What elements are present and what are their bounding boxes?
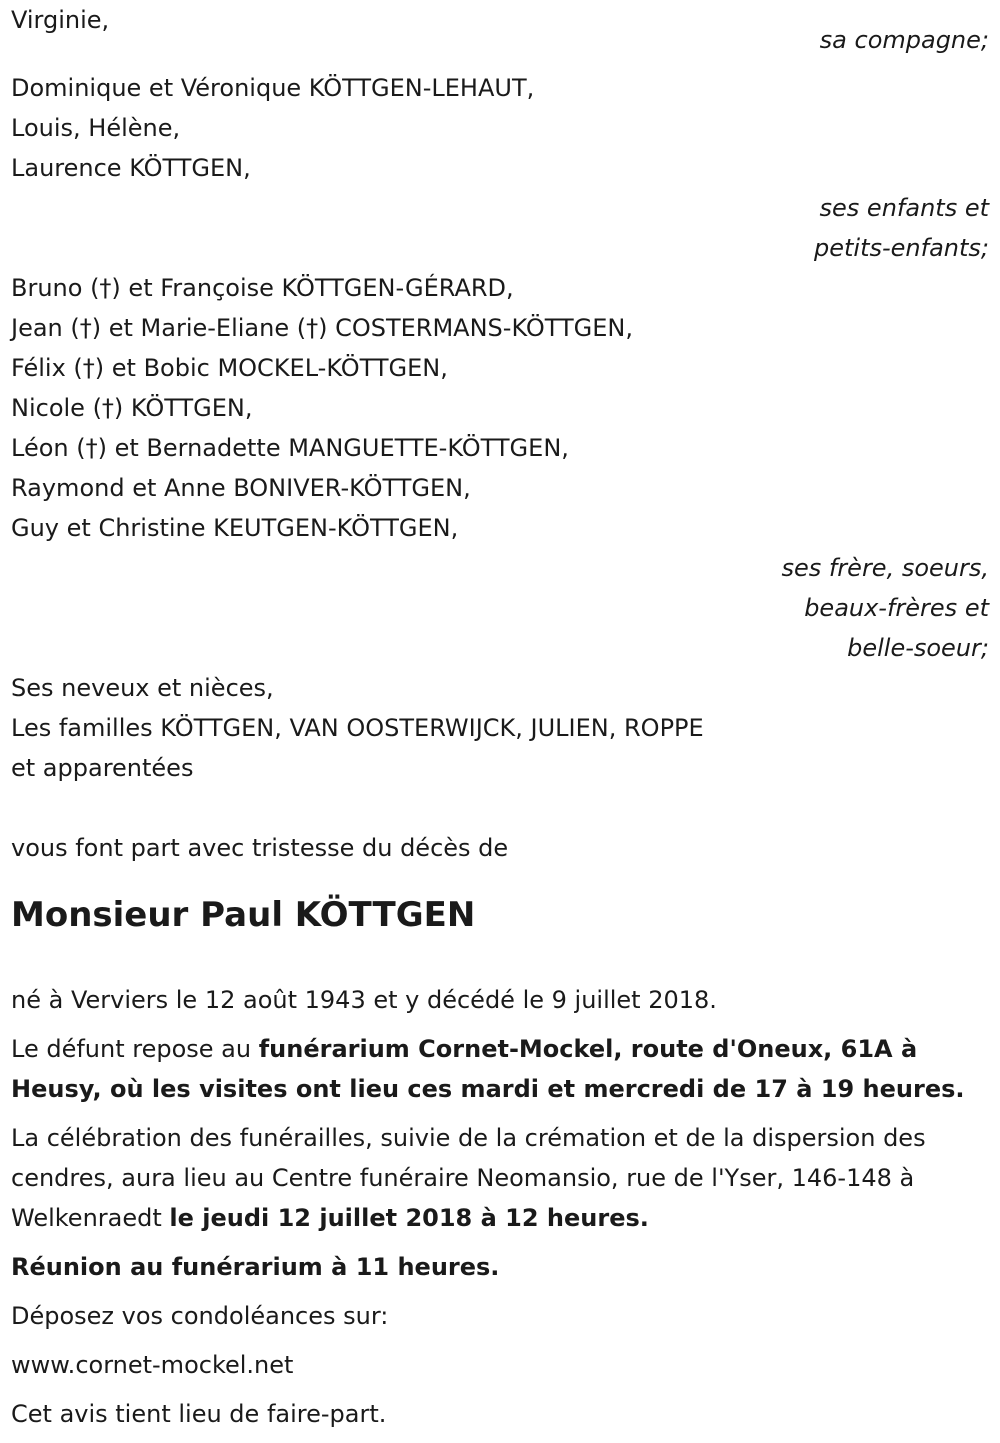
birth-death-info: né à Verviers le 12 août 1943 et y décédé le 9 juillet 2018. (11, 986, 717, 1014)
children-role: petits-enfants; (814, 234, 989, 262)
website-link[interactable]: www.cornet-mockel.net (11, 1351, 294, 1379)
siblings-line: Nicole (†) KÖTTGEN, (11, 394, 253, 422)
partner-role: sa compagne; (819, 26, 989, 54)
notice-text: Cet avis tient lieu de faire-part. (11, 1400, 387, 1428)
others-line: et apparentées (11, 754, 194, 782)
children-line: Louis, Hélène, (11, 114, 181, 142)
repose-info (11, 1029, 989, 1109)
siblings-line: Guy et Christine KEUTGEN-KÖTTGEN, (11, 514, 459, 542)
repose-location: funérarium Cornet-Mockel, route d'Oneux, 61A à Heusy, où les visites ont lieu ces mardi et mercredi de 17 à 19 heures. (11, 1035, 965, 1103)
siblings-role: beaux-frères et (804, 594, 989, 622)
ceremony-intro: La célébration des funérailles, suivie de la crémation et de la dispersion des cendres, aura lieu au Centre funéraire Neomansio, rue de l'Yser, 146-148 à Welkenraedt (11, 1124, 926, 1232)
children-line: Dominique et Véronique KÖTTGEN-LEHAUT, (11, 74, 535, 102)
announcement: vous font part avec tristesse du décès de (11, 834, 509, 862)
ceremony-info (11, 1118, 989, 1238)
siblings-line: Léon (†) et Bernadette MANGUETTE-KÖTTGEN, (11, 434, 569, 462)
children-role: ses enfants et (819, 194, 989, 222)
siblings-role: belle-soeur; (847, 634, 989, 662)
deceased-name: Monsieur Paul KÖTTGEN (11, 895, 476, 935)
others-line: Les familles KÖTTGEN, VAN OOSTERWIJCK, JULIEN, ROPPE (11, 714, 704, 742)
condolences-text: Déposez vos condoléances sur: (11, 1302, 389, 1330)
siblings-line: Jean (†) et Marie-Eliane (†) COSTERMANS-KÖTTGEN, (11, 314, 634, 342)
children-line: Laurence KÖTTGEN, (11, 154, 251, 182)
others-line: Ses neveux et nièces, (11, 674, 274, 702)
siblings-role: ses frère, soeurs, (781, 554, 989, 582)
partner-name: Virginie, (11, 6, 110, 34)
siblings-line: Bruno (†) et Françoise KÖTTGEN-GÉRARD, (11, 274, 514, 302)
repose-intro: Le défunt repose au (11, 1035, 259, 1063)
ceremony-date: le jeudi 12 juillet 2018 à 12 heures. (169, 1204, 649, 1232)
reunion-text: Réunion au funérarium à 11 heures. (11, 1253, 500, 1281)
siblings-line: Félix (†) et Bobic MOCKEL-KÖTTGEN, (11, 354, 448, 382)
siblings-line: Raymond et Anne BONIVER-KÖTTGEN, (11, 474, 471, 502)
obituary-notice (11, 0, 989, 1443)
reunion-info (11, 1247, 989, 1287)
